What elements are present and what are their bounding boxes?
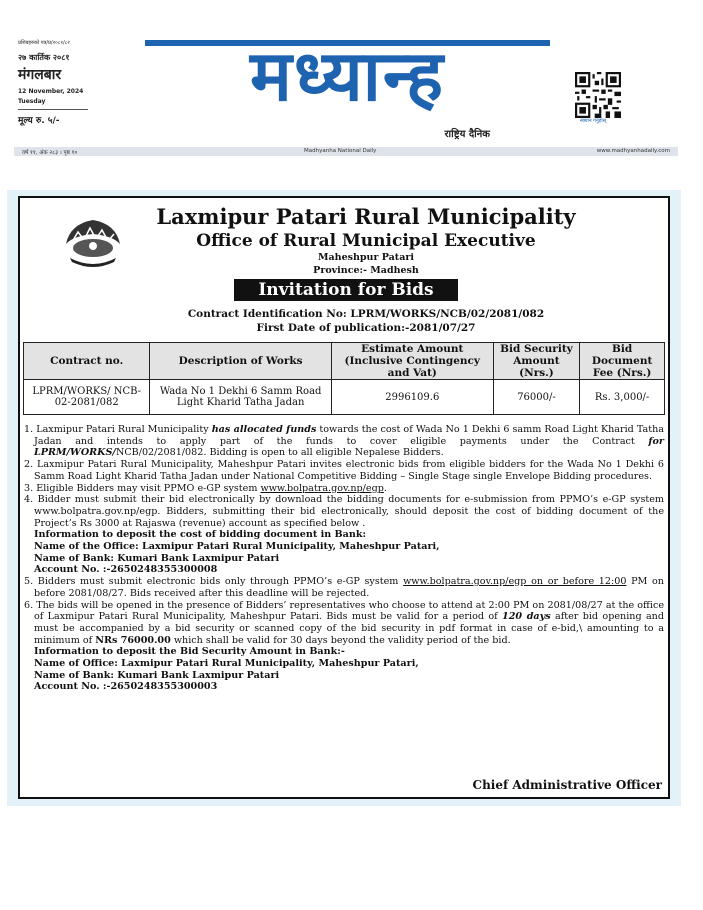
price: मूल्य रु. ५/- bbox=[18, 116, 60, 126]
bank-office-name: Name of the Office: Laxmipur Patari Rural Municipality, Maheshpur Patari, bbox=[34, 541, 440, 553]
clause-5-text-2: PM on before 2081/08/27. Bids received after this deadline will be rejected. bbox=[34, 576, 664, 599]
header-contract-no: Contract no. bbox=[24, 343, 150, 380]
english-weekday: Tuesday bbox=[18, 98, 46, 105]
cell-estimate: 2996109.6 bbox=[331, 380, 493, 415]
table-header-row bbox=[24, 343, 665, 380]
clause-1-text-3: NCB/02/2081/082. Bidding is open to all eligible Nepalese Bidders. bbox=[115, 447, 444, 459]
nepali-weekday: मंगलबार bbox=[18, 67, 62, 83]
security-account-no: Account No. :-2650248355300003 bbox=[34, 681, 218, 693]
bank-account-no: Account No. :-2650248355300008 bbox=[34, 564, 218, 576]
masthead-info bbox=[18, 40, 128, 126]
clause-1-contract: for LPRM/WORKS/ bbox=[34, 435, 664, 459]
clause-5 bbox=[24, 576, 664, 599]
registration-number: प्रशिबहरुको पत्र/प्र/२०८१/८२ bbox=[18, 40, 70, 46]
office-name: Office of Rural Municipal Executive bbox=[196, 231, 536, 251]
clause-5-text: 5. Bidders must submit electronic bids only through PPMO’s e-GP system bbox=[24, 576, 404, 588]
clause-3 bbox=[24, 483, 664, 495]
clause-1-text: 1. Laxmipur Patari Rural Municipality bbox=[24, 424, 212, 435]
newspaper-logo bbox=[145, 35, 550, 140]
notice-body bbox=[24, 424, 664, 693]
issue-info: वर्ष ११, अंक २८३ । पृष्ठ १० bbox=[22, 150, 78, 156]
header-description: Description of Works bbox=[150, 343, 331, 380]
place-name: Maheshpur Patari bbox=[318, 252, 414, 263]
municipality-name: Laxmipur Patari Rural Municipality bbox=[156, 204, 576, 229]
clause-1-text-2: towards the cost of Wada No 1 Dekhi 6 samm Road Light Kharid Tatha Jadan and intends to apply part of the funds to cover eligible payments under the Contract bbox=[34, 424, 664, 447]
header-bid-security: Bid Security Amount (Nrs.) bbox=[493, 343, 580, 380]
bank-info-heading: Information to deposit the cost of bidding document in Bank: bbox=[34, 529, 367, 541]
security-amount: NRs 76000.00 bbox=[95, 634, 171, 646]
english-date: 12 November, 2024 bbox=[18, 88, 84, 95]
qr-code-icon[interactable] bbox=[575, 72, 621, 118]
security-info-heading: Information to deposit the Bid Security Amount in Bank:- bbox=[34, 646, 345, 658]
table-row bbox=[24, 380, 665, 415]
clause-6-text-2: after bid opening and must be accompanied by a bid security or scanned copy of the bid security in pdf format in case of e-bid,\ amounting to a minimum of bbox=[34, 611, 664, 646]
masthead-divider bbox=[18, 109, 88, 110]
masthead-strip bbox=[14, 147, 678, 156]
website[interactable]: www.madhyanhadaily.com bbox=[596, 148, 670, 154]
contract-identification: Contract Identification No: LPRM/WORKS/NCB/02/2081/082 bbox=[187, 308, 545, 320]
egp-deadline-link[interactable]: www.bolpatra.gov.np/egp on or before 12:00 bbox=[403, 576, 627, 588]
security-office-name: Name of Office: Laxmipur Patari Rural Municipality, Maheshpur Patari, bbox=[34, 658, 419, 670]
clause-3-text: 3. Eligible Bidders may visit PPMO e-GP system bbox=[24, 482, 261, 494]
province-name: Province:- Madhesh bbox=[313, 265, 419, 276]
cell-bid-security: 76000/- bbox=[493, 380, 580, 415]
clause-1-emphasis: has allocated funds bbox=[211, 424, 317, 435]
validity-days: 120 days bbox=[502, 611, 551, 623]
logo-text: मध्यान्ह bbox=[249, 35, 445, 117]
bid-notice bbox=[18, 196, 670, 799]
signoff: Chief Administrative Officer bbox=[472, 778, 662, 792]
bank-name: Name of Bank: Kumari Bank Laxmipur Patari bbox=[34, 552, 280, 564]
paper-name: Madhyanha National Daily bbox=[304, 148, 377, 154]
cell-description: Wada No 1 Dekhi 6 Samm Road Light Kharid Tatha Jadan bbox=[150, 380, 331, 415]
clause-6-text-3: which shall be valid for 30 days beyond the validity period of the bid. bbox=[170, 634, 511, 646]
egp-link[interactable]: www.bolpatra.gov.np/egp bbox=[260, 482, 384, 494]
nepali-date: २७ कार्तिक २०८१ bbox=[18, 53, 70, 62]
clause-6-text: 6. The bids will be opened in the presence of Bidders’ representatives who choose to attend at 2:00 PM on 2081/08/27 at the office of Laxmipur Patari Rural Municipality, Maheshpur Patari. Bids must be valid for a period of bbox=[24, 599, 664, 623]
clause-2: 2. Laxmipur Patari Rural Municipality, Maheshpur Patari invites electronic bids from eligible bidders for the Wada No 1 Dekhi 6 Samm Road Light Kharid Tatha Jadan under National Competitive Bidding – Single Stage single Envelope Bidding procedures. bbox=[24, 459, 664, 482]
header-doc-fee: Bid Document Fee (Nrs.) bbox=[580, 343, 665, 380]
cell-contract-no: LPRM/WORKS/ NCB-02-2081/082 bbox=[24, 380, 150, 415]
notice-background bbox=[7, 190, 681, 806]
security-bank-name: Name of Bank: Kumari Bank Laxmipur Patari bbox=[34, 669, 280, 681]
header-estimate: Estimate Amount (Inclusive Contingency and Vat) bbox=[331, 343, 493, 380]
first-publication-date: First Date of publication:-2081/07/27 bbox=[256, 322, 476, 334]
clause-3-end: . bbox=[383, 482, 387, 494]
clause-4: 4. Bidder must submit their bid electronically by download the bidding documents for e-submission from PPMO’s e-GP system www.bolpatra.gov.np/egp. Bidders, submitting their bid electronically, should deposit the cost of bidding document of the Project’s Rs 3000 at Rajaswa (revenue) account as specified below . bbox=[24, 494, 664, 529]
clause-1 bbox=[24, 424, 664, 459]
logo-subtitle: राष्ट्रिय दैनिक bbox=[444, 129, 490, 140]
bid-table bbox=[23, 342, 665, 415]
cell-doc-fee: Rs. 3,000/- bbox=[580, 380, 665, 415]
qr-label: स्क्यान गर्नुहोस् bbox=[580, 118, 607, 124]
invitation-banner: Invitation for Bids bbox=[234, 279, 458, 301]
clause-6 bbox=[24, 600, 664, 647]
